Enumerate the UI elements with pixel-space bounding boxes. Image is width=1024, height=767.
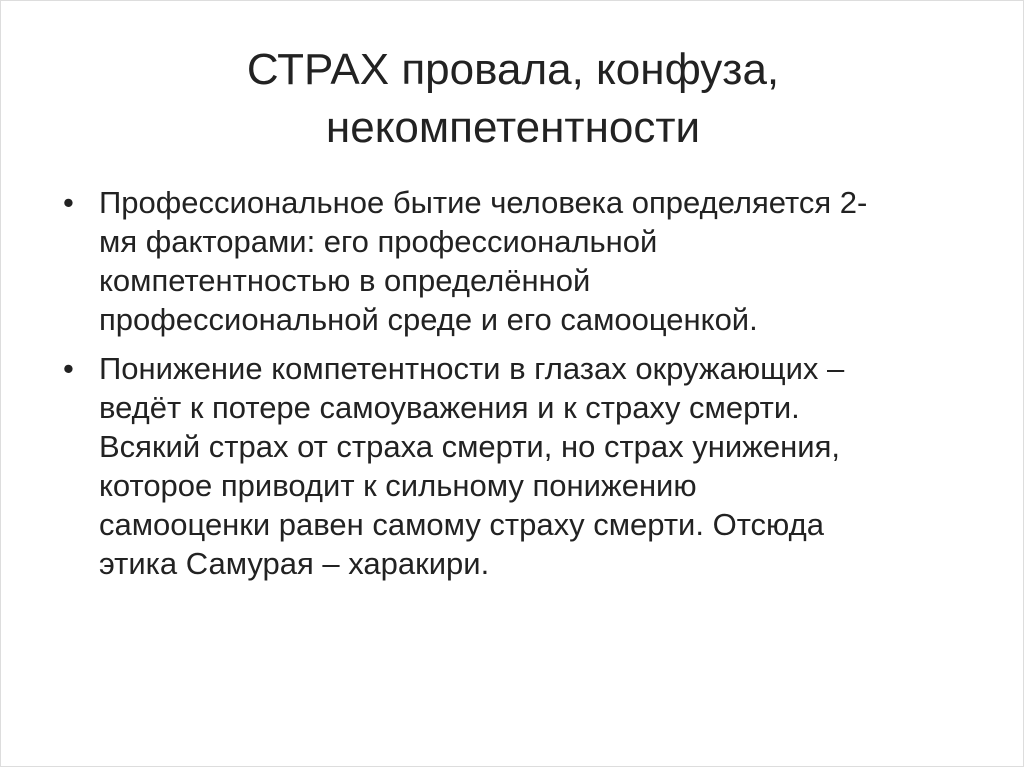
text-line: ведёт к потере самоуважения и к страху смерти. — [99, 390, 800, 425]
title-line: СТРАХ провала, конфуза, — [246, 45, 780, 94]
bullet-list — [59, 183, 979, 593]
bullet-item — [59, 349, 979, 583]
text-line: Профессиональное бытие человека определяется 2- — [99, 185, 868, 220]
text-line: Всякий страх от страха смерти, но страх унижения, — [99, 429, 840, 464]
text-line: профессиональной среде и его самооценкой. — [99, 302, 758, 337]
text-line: мя факторами: его профессиональной — [99, 224, 658, 259]
bullet-icon: • — [63, 351, 74, 386]
bullet-item — [59, 183, 979, 339]
text-line: самооценки равен самому страху смерти. Отсюда — [99, 507, 824, 542]
slide-title — [101, 41, 925, 157]
text-line: компетентностью в определённой — [99, 263, 591, 298]
text-line: этика Самурая – харакири. — [99, 546, 490, 581]
title-line: некомпетентности — [325, 103, 701, 152]
text-line: которое приводит к сильному понижению — [99, 468, 697, 503]
text-line: Понижение компетентности в глазах окружающих – — [99, 351, 845, 386]
bullet-icon: • — [63, 185, 74, 220]
